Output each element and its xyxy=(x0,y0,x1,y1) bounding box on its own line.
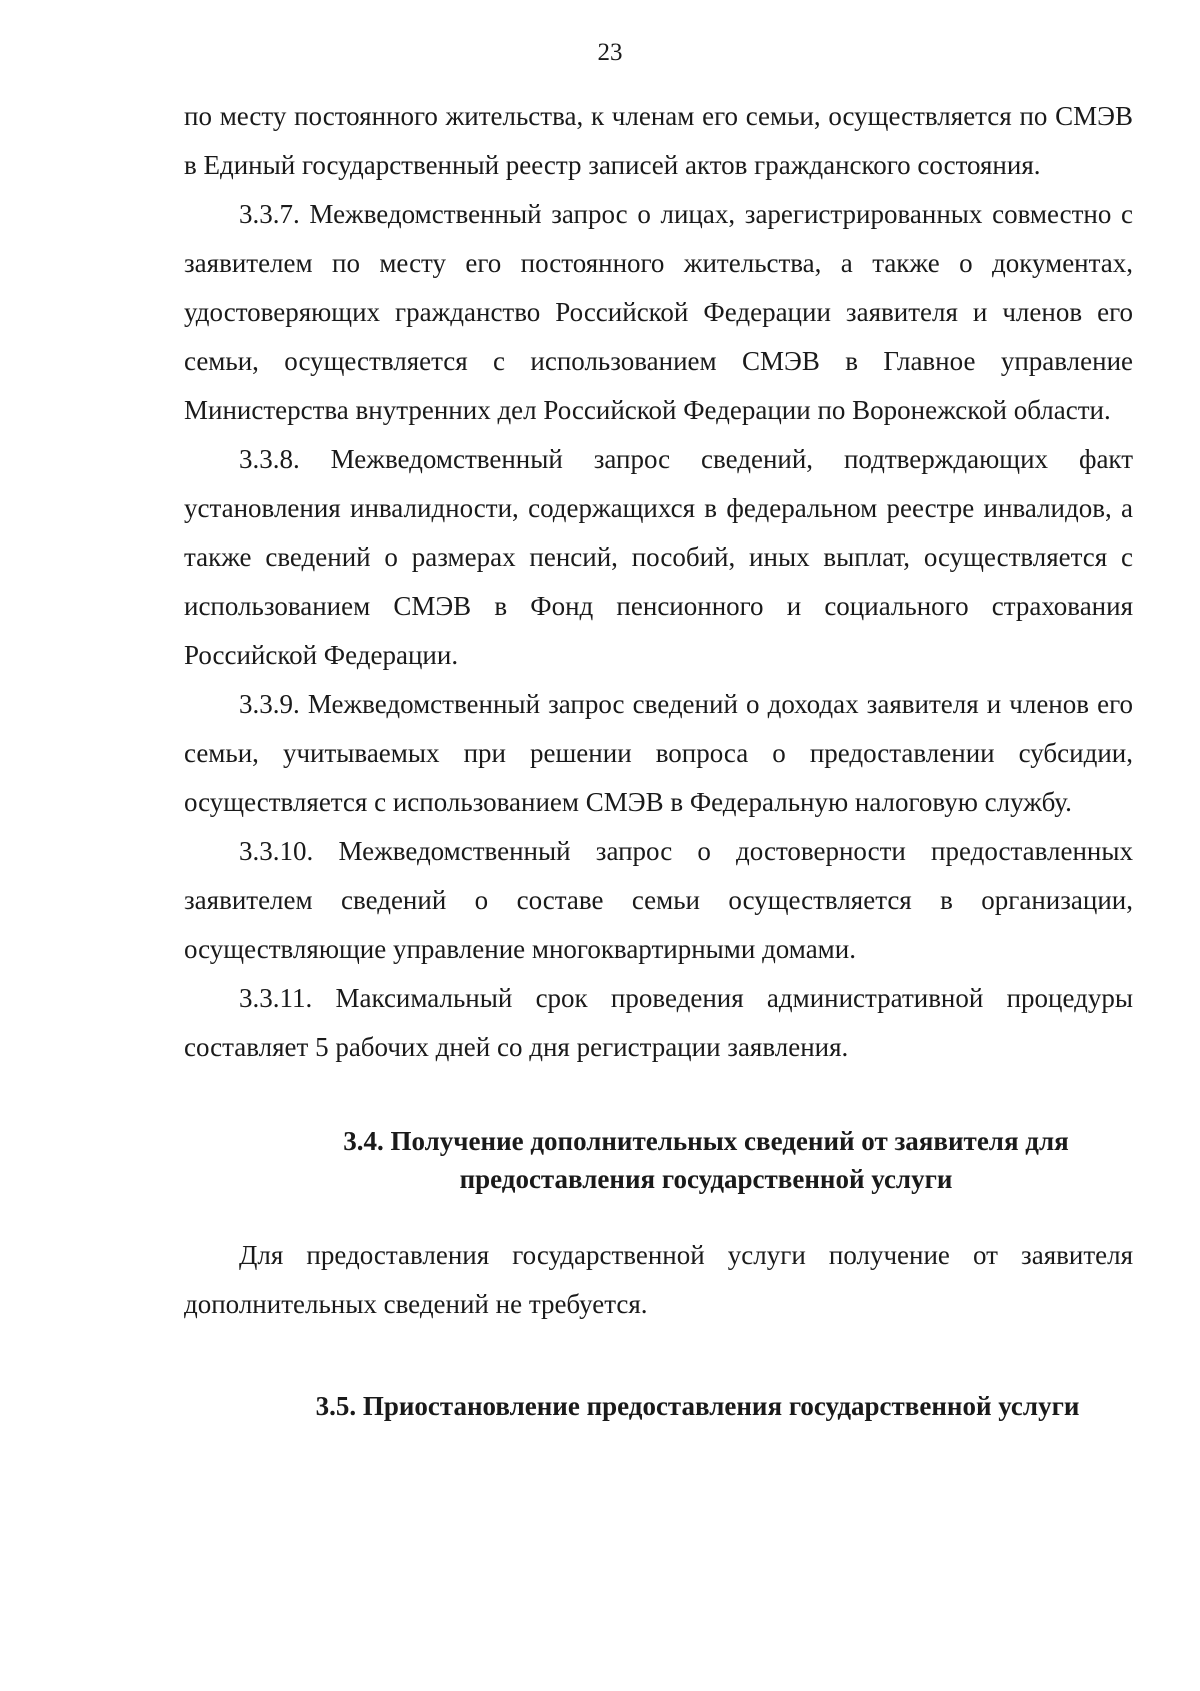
section-heading-3-4-line1: 3.4. Получение дополнительных сведений от заявителя для xyxy=(343,1126,1069,1156)
paragraph-3-3-10: 3.3.10. Межведомственный запрос о достоверности предоставленных заявителем сведений о составе семьи осуществляется в организации, осуществляющие управление многоквартирными домами. xyxy=(184,836,1133,964)
document-body xyxy=(184,92,1133,1425)
paragraph-3-3-11: 3.3.11. Максимальный срок проведения административной процедуры составляет 5 рабочих дней со дня регистрации заявления. xyxy=(184,983,1133,1062)
page-number: 23 xyxy=(597,39,623,66)
paragraph-3-3-9: 3.3.9. Межведомственный запрос сведений о доходах заявителя и членов его семьи, учитываемых при решении вопроса о предоставлении субсидии, осуществляется с использованием СМЭВ в Федеральную налоговую службу. xyxy=(184,689,1133,817)
section-heading-3-4 xyxy=(184,1122,1133,1198)
section-heading-3-4-line2: предоставления государственной услуги xyxy=(459,1164,953,1194)
section-heading-3-5: 3.5. Приостановление предоставления государственной услуги xyxy=(315,1391,1080,1421)
paragraph-3-3-7: 3.3.7. Межведомственный запрос о лицах, зарегистрированных совместно с заявителем по месту его постоянного жительства, а также о документах, удостоверяющих гражданство Российской Федерации заявителя и членов его семьи, осуществляется с использованием СМЭВ в Главное управление Министерства внутренних дел Российской Федерации по Воронежской области. xyxy=(184,199,1133,425)
paragraph-continued: по месту постоянного жительства, к членам его семьи, осуществляется по СМЭВ в Единый государственный реестр записей актов гражданского состояния. xyxy=(184,101,1133,180)
paragraph-3-4-body: Для предоставления государственной услуги получение от заявителя дополнительных сведений не требуется. xyxy=(184,1240,1133,1319)
paragraph-3-3-8: 3.3.8. Межведомственный запрос сведений, подтверждающих факт установления инвалидности, содержащихся в федеральном реестре инвалидов, а также сведений о размерах пенсий, пособий, иных выплат, осуществляется с использованием СМЭВ в Фонд пенсионного и социального страхования Российской Федерации. xyxy=(184,444,1133,670)
